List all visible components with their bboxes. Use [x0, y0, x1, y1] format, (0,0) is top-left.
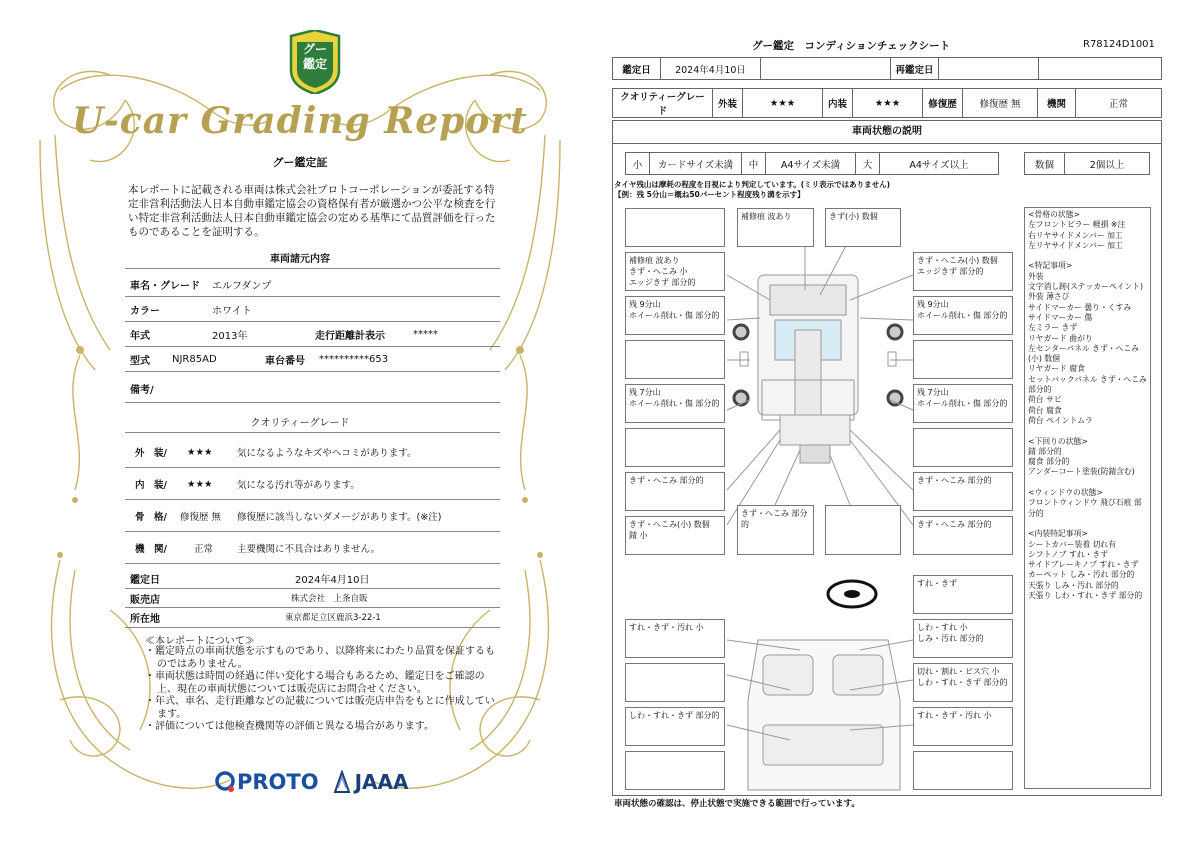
box-interior-rear-left: しわ・すれ・きず 部分的	[625, 707, 725, 746]
spec-value: NJR85AD	[172, 353, 217, 365]
box-rear-right	[825, 505, 901, 555]
note-item: ・車両状態は時間の経過に伴い変化する場合もあるため、鑑定日をご確認の上、現在の車両状態については販売店にお問合せください。	[145, 671, 485, 695]
certificate-heading: グー鑑定証	[272, 156, 328, 169]
logos	[215, 770, 408, 794]
box-interior-rear-right: すれ・きず・汚れ 小	[913, 707, 1013, 746]
spec-value: エルフダンプ	[212, 280, 272, 292]
note-item: ・年式、車名、走行距離などの記載については販売店申告をもとに作成しています。	[145, 696, 495, 720]
grade-row-exterior	[125, 438, 500, 466]
box-right-mid	[913, 340, 1013, 379]
appraisal-value: 2024年4月10日	[295, 574, 370, 586]
divider	[125, 432, 500, 433]
spec-value: 2013年	[212, 330, 248, 342]
box-left-mid	[625, 340, 725, 379]
proto-logo-text: PROTO	[237, 770, 319, 794]
sheet-footer: 車両状態の確認は、停止状態で実施できる範囲で行っています。	[614, 799, 860, 809]
legend-cell: 小	[626, 153, 650, 175]
grade-desc: 気になるようなキズやヘコミがあります。	[237, 448, 417, 459]
interior-value: ★★★	[853, 89, 923, 118]
box-tire-lr: 残 7分山 ホイール削れ・傷 部分的	[625, 384, 725, 423]
spec-label: カラー	[130, 305, 160, 317]
box-top-front: 補修痕 波あり	[737, 208, 814, 247]
engine-label: 機関	[1038, 89, 1076, 118]
grade-value: 修復歴 無	[180, 512, 222, 523]
grade-label: 内 装/	[135, 480, 167, 491]
exterior-value: ★★★	[743, 89, 823, 118]
spec-heading: 車両諸元内容	[270, 254, 330, 265]
grade-row-engine	[125, 534, 500, 562]
quality-heading: クオリティーグレード	[250, 418, 350, 429]
guu-kantei-badge	[287, 30, 343, 94]
grade-value: 正常	[194, 544, 214, 555]
grade-row-interior	[125, 470, 500, 498]
legend-cell: 2個以上	[1065, 153, 1150, 175]
grade-label: 外 装/	[135, 448, 167, 459]
divider	[125, 402, 500, 403]
date-label: 鑑定日	[613, 58, 661, 80]
spec-value: ホワイト	[212, 305, 252, 317]
box-tire-lf: 残 9分山 ホイール削れ・傷 部分的	[625, 296, 725, 335]
box-left-front: 補修痕 波あり きず・へこみ 小 エッジきず 部分的	[625, 252, 725, 291]
appraisal-value: 東京都足立区鹿浜3-22-1	[285, 613, 381, 623]
appraisal-address-row	[125, 605, 500, 629]
grade-label: 骨 格/	[135, 512, 167, 523]
grade-desc: 修復歴に該当しないダメージがあります。(※注)	[237, 512, 442, 523]
box-interior-mid-left	[625, 663, 725, 702]
divider	[125, 268, 500, 269]
proto-mark-icon	[215, 771, 235, 793]
jaaa-mark-icon	[333, 770, 351, 794]
spec-row-year	[125, 322, 500, 346]
special-notes-panel: <骨格の状態> 左フロントピラー 軽損 ※注 右リヤサイドメンバー 加工 左リヤサイドメンバー 加工 <特記事項> 外装 文字消し跡(ステッカーペイント) 外装 薄さび サイドマーカー 曇り・くすみ サイドマーカー 傷 左ミラー きず リヤガード 曲がり 左センターパネル きず・へこみ(小) 数個 リヤガード 腐食 セットバックパネル きず・へこみ 部分的 荷台 サビ 荷台 腐食 荷台 ペイントムラ <下回りの状態> 錆 部分的 腐食 部分的 アンダーコート塗装(防錆含む) <ウィンドウの状態> フロントウィンドウ 飛び石痕 部分的 <内装特記事項> シートカバー装着 切れ有 シフトノブ すれ・きず サイドブレーキノブ すれ・きず カーペット しみ・汚れ 部分的 天張り しみ・汚れ 部分的 天張り しわ・すれ・きず 部分的	[1024, 207, 1151, 789]
divider	[125, 563, 500, 564]
legend-cell: 中	[742, 153, 766, 175]
sheet-id: R78124D1001	[1083, 39, 1155, 50]
spec-row-remarks	[125, 376, 500, 400]
box-right-rear	[913, 428, 1013, 467]
divider	[125, 467, 500, 468]
condition-heading: 車両状態の説明	[612, 120, 1162, 144]
legend-cell: カードサイズ未満	[650, 153, 742, 175]
box-interior-front-left: すれ・きず・汚れ 小	[625, 619, 725, 658]
spec-label: 備考/	[130, 384, 154, 396]
legend-cell: A4サイズ以上	[880, 153, 999, 175]
divider	[125, 531, 500, 532]
spec-row-model	[125, 347, 500, 371]
box-tire-rr: 残 7分山 ホイール削れ・傷 部分的	[913, 384, 1013, 423]
certificate-statement: 本レポートに記載される車両は株式会社プロトコーポレーションが委託する特定非営利活動法人日本自動車鑑定協会の資格保有者が厳選かつ公平な検査を行い特定非営利活動法人日本自動車鑑定協会の定める基準にて品質評価を行ったものであることを証明する。	[128, 184, 496, 238]
jaaa-logo	[333, 770, 409, 794]
box-interior-bottom-right	[913, 751, 1013, 790]
box-interior-front-right: しわ・すれ 小 しみ・汚れ 部分的	[913, 619, 1013, 658]
steering-wheel-icon	[828, 581, 876, 607]
box-right-front: きず・へこみ(小) 数個 エッジきず 部分的	[913, 252, 1013, 291]
notes-list	[145, 646, 495, 734]
note-item: ・鑑定時点の車両状態を示すものであり、以降将来にわたり品質を保証するものではありません。	[145, 646, 495, 670]
appraisal-label: 所在地	[130, 613, 160, 625]
box-right-rear-bed: きず・へこみ 部分的	[913, 516, 1013, 555]
appraisal-value: 株式会社 上条自販	[291, 594, 368, 604]
box-tire-rf: 残 9分山 ホイール削れ・傷 部分的	[913, 296, 1013, 335]
box-right-bed: きず・へこみ 部分的	[913, 472, 1013, 511]
box-front-left	[625, 208, 725, 247]
engine-value: 正常	[1076, 89, 1162, 118]
proto-logo	[215, 770, 319, 794]
divider	[125, 499, 500, 500]
badge-text: グー 鑑定	[302, 42, 327, 71]
repair-label: 修復歴	[923, 89, 963, 118]
box-left-bed: きず・へこみ 部分的	[625, 472, 725, 511]
tire-note-line: タイヤ残山は摩耗の程度を目視により判定しています。(ミリ表示ではありません)	[614, 180, 891, 189]
grade-desc: 気になる汚れ等があります。	[237, 480, 360, 491]
legend-cell: 大	[856, 153, 880, 175]
date-value: 2024年4月10日	[661, 58, 761, 80]
repair-value: 修復歴 無	[963, 89, 1038, 118]
grade-label: 機 関/	[135, 544, 167, 555]
note-item: ・評価については他検査機関等の評価と異なる場合があります。	[145, 721, 434, 732]
spec-value: *****	[413, 328, 438, 340]
spec-label: 型式	[130, 355, 150, 367]
spec-label: 車台番号	[265, 355, 305, 367]
divider	[125, 627, 500, 628]
grade-value: ★★★	[187, 478, 213, 490]
exterior-label: 外装	[713, 89, 743, 118]
appraisal-label: 鑑定日	[130, 574, 160, 586]
spec-row-color	[125, 297, 500, 321]
box-interior-mid-right: 切れ・割れ・ビス穴 小 しわ・すれ・きず 部分的	[913, 663, 1013, 702]
quality-label: クオリティーグレード	[613, 89, 713, 118]
grade-row-frame	[125, 502, 500, 530]
spec-label: 車名・グレード	[130, 280, 200, 292]
legend-cell: A4サイズ未満	[766, 153, 856, 175]
box-top-roof: きず(小) 数個	[825, 208, 901, 247]
appraisal-label: 販売店	[130, 594, 160, 606]
spec-value: **********653	[319, 353, 389, 365]
spec-label: 走行距離計表示	[315, 330, 385, 342]
report-title: U-car Grading Report	[72, 100, 528, 142]
tire-note-line: 【例：残 5分山＝概ね50パーセント程度残り溝を示す】	[614, 190, 805, 199]
sheet-title: グー鑑定 コンディションチェックシート	[752, 40, 951, 52]
box-steering: すれ・きず	[913, 575, 1013, 614]
box-left-rear-bed: きず・へこみ(小) 数個 錆 小	[625, 516, 725, 555]
spec-label: 年式	[130, 330, 150, 342]
grade-value: ★★★	[187, 446, 213, 458]
interior-label: 内装	[823, 89, 853, 118]
box-left-rear	[625, 428, 725, 467]
box-rear-center: きず・へこみ 部分的	[737, 505, 814, 555]
box-interior-bottom-left	[625, 751, 725, 790]
grade-desc: 主要機関に不具合はありません。	[237, 544, 381, 555]
spec-row-name	[125, 272, 500, 296]
redate-label: 再鑑定日	[891, 58, 939, 80]
legend-cell: 数個	[1025, 153, 1065, 175]
divider	[125, 371, 500, 372]
condition-check-sheet	[600, 0, 1200, 848]
jaaa-logo-text: JAAA	[354, 770, 409, 794]
notes-title: ≪本レポートについて≫	[145, 636, 255, 647]
